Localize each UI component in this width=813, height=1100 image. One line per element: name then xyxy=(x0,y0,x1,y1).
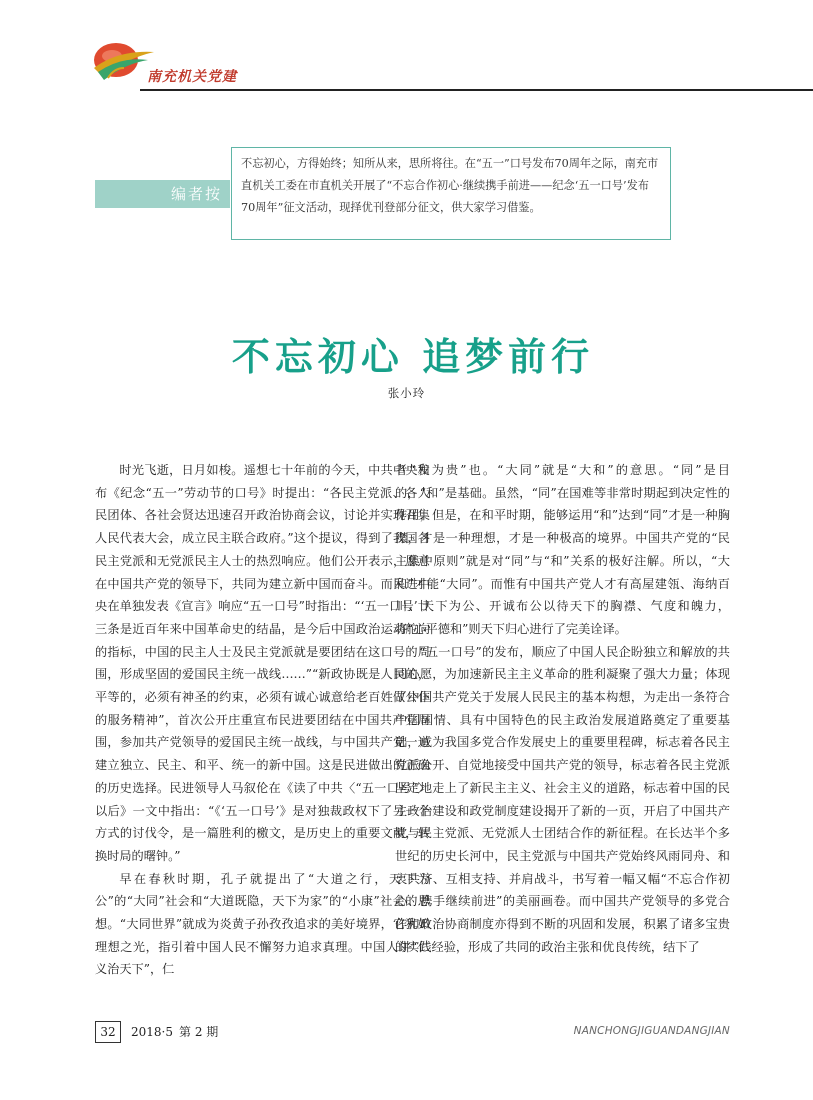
left-column xyxy=(95,459,430,981)
issue-date: 2018·5 xyxy=(131,1025,173,1039)
paragraph: 早在春秋时期，孔子就提出了“大道之行，天下为公”的“大同”社会和“大道既隐，天下为家”的“小康”社会的思想。“大同世界”就成为炎黄子孙孜孜追求的美好境界，它犹如理想之光，指引着中国人民不懈努力追求真理。中国人讲“仁义治天下”，仁 xyxy=(95,871,430,977)
header-divider xyxy=(140,89,813,91)
paragraph: “五一口号”的发布，顺应了中国人民企盼独立和解放的共同心愿，为加速新民主主义革命的胜利凝聚了强大力量；体现了中国共产党关于发展人民民主的基本构想，为走出一条符合中国国情、具有中国特色的民主政治发展道路奠定了重要基础，成为我国多党合作发展史上的重要里程碑，标志着各民主党派公开、自觉地接受中国共产党的领导，标志着各民主党派坚定地走上了新民主主义、社会主义的道路，标志着中国的民主政治建设和政党制度建设揭开了新的一页，开启了中国共产党与民主党派、无党派人士团结合作的新征程。在长达半个多世纪的历史长河中，民主党派与中国共产党始终风雨同舟、和衷共济、互相支持、并肩战斗，书写着一幅又幅“不忘合作初心、携手继续前进”的美丽画卷。而中国共产党领导的多党合作和政治协商制度亦得到不断的巩固和发展，积累了诸多宝贵的实践经验，形成了共同的政治主张和优良传统，结下了 xyxy=(395,644,730,954)
editor-note-label: 编者按 xyxy=(95,180,230,208)
paragraph: 者“和为贵”也。“大同”就是“大和”的意思。“同”是目的，“和”是基础。虽然，“同”在国难等非常时期起到决定性的作用，但是，在和平时期，能够运用“和”达到“同”才是一种胸襟，才是一种理想，才是一种极高的境界。中国共产党的“民主集中原则”就是对“同”与“和”关系的极好注解。所以，“大和”才能“大同”。而惟有中国共产党人才有高屋建瓴、海纳百川、天下为公、开诚布公以待天下的胸襟、气度和魄力，将“心平德和”则天下归心进行了完美诠译。 xyxy=(395,463,730,636)
article-title: 不忘初心 追梦前行 xyxy=(231,335,595,379)
issue-info xyxy=(131,1023,218,1040)
page-number: 32 xyxy=(95,1021,121,1043)
right-column xyxy=(395,459,730,958)
page-footer xyxy=(95,1021,730,1043)
article-author: 张小玲 xyxy=(387,386,426,400)
editor-note-box xyxy=(231,147,671,240)
paragraph: 时光飞逝，日月如梭。遥想七十年前的今天，中共中央发布《纪念“五一”劳动节的口号》时提出：“各民主党派、各人民团体、各社会贤达迅速召开政治协商会议，讨论并实现召集人民代表大会，成立民主联合政府。”这个提议，得到了我国各民主党派和无党派民主人士的热烈响应。他们公开表示，愿意在中国共产党的领导下，共同为建立新中国而奋斗。而民进中央在单独发表《宣言》响应“五一口号”时指出：“‘五一口号’廿三条是近百年来中国革命史的结晶，是今后中国政治运动舵向的指标，中国的民主人士及民主党派就是要团结在这口号的周围，形成坚固的爱国民主统一战线……”“新政协既是人民的，平等的，必须有神圣的约束，必须有诚心诚意给老百姓做公仆的服务精神”，首次公开庄重宣布民进要团结在中国共产党周围，参加共产党领导的爱国民主统一战线，与中国共产党一道建立独立、民主、和平、统一的新中国。这是民进做出的正确的历史选择。民进领导人马叙伦在《读了中共〈“五一口号”〉以后》一文中指出：“《‘五一口号’》是对独裁政权下了另一个方式的讨伐令，是一篇胜利的檄文，是历史上的重要文献，转换时局的曙钟。” xyxy=(95,463,430,863)
issue-number: 第 2 期 xyxy=(179,1025,219,1039)
magazine-brand: 南充机关党建 xyxy=(147,69,237,85)
magazine-name-en: NANCHONGJIGUANDANGJIAN xyxy=(573,1025,730,1037)
editor-note-text: 不忘初心，方得始终；知所从来，思所将往。在“五一”口号发布70周年之际，南充市直机关工委在市直机关开展了“不忘合作初心·继续携手前进——纪念‘五一口号’发布70周年”征文活动，现择优刊登部分征文，供大家学习借鉴。 xyxy=(241,157,659,214)
